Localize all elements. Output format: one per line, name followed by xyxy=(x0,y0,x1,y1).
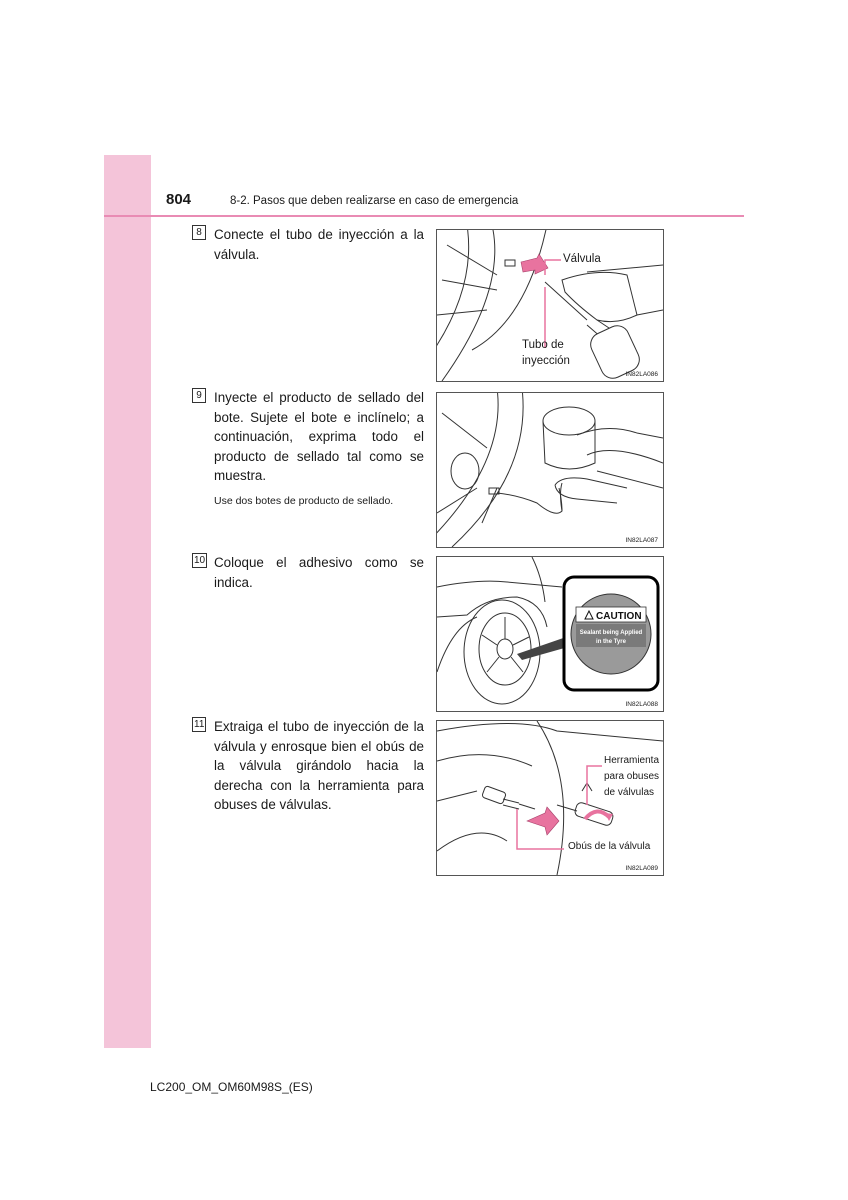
footer-doc-code: LC200_OM_OM60M98S_(ES) xyxy=(150,1080,313,1094)
inject-sealant-illustration xyxy=(437,393,663,547)
figure-code: IN82LA086 xyxy=(625,371,658,378)
figure-connect-tube xyxy=(436,229,664,382)
arrow-icon xyxy=(521,254,548,274)
label-tube-line1: Tubo de xyxy=(522,339,564,351)
step-note: Use dos botes de producto de sellado. xyxy=(214,494,394,507)
step-10 xyxy=(192,553,424,592)
figure-code: IN82LA087 xyxy=(625,537,658,544)
svg-text:in the Tyre: in the Tyre xyxy=(596,639,626,645)
label-tool-line3: de válvulas xyxy=(604,787,655,798)
figure-code: IN82LA088 xyxy=(625,701,658,708)
side-tab xyxy=(104,155,151,1048)
step-number: 8 xyxy=(192,225,206,240)
step-text: Coloque el adhesivo como se indica. xyxy=(214,555,424,590)
figure-sticker xyxy=(436,556,664,712)
header-divider xyxy=(104,215,744,217)
step-9 xyxy=(192,388,424,507)
step-text: Conecte el tubo de inyección a la válvula. xyxy=(214,227,424,262)
step-number: 11 xyxy=(194,719,205,730)
label-valve: Válvula xyxy=(563,253,601,265)
step-8 xyxy=(192,225,424,264)
label-tool-line2: para obuses xyxy=(604,771,660,782)
step-11 xyxy=(192,717,424,815)
label-tube-line2: inyección xyxy=(522,355,570,367)
page-number: 804 xyxy=(166,191,192,208)
figure-valve-core xyxy=(436,720,664,876)
step-number: 10 xyxy=(194,555,206,566)
step-number: 9 xyxy=(192,388,206,403)
figure-code: IN82LA089 xyxy=(625,865,658,872)
section-title: 8-2. Pasos que deben realizarse en caso de emergencia xyxy=(230,195,519,207)
svg-text:Sealant being Applied: Sealant being Applied xyxy=(579,630,643,636)
push-arrow-icon xyxy=(527,807,559,835)
step-text: Extraiga el tubo de inyección de la válvula y enrosque bien el obús de la válvula girándolo hacia la derecha con la herramienta para obuses de válvulas. xyxy=(214,719,424,812)
label-valve-core: Obús de la válvula xyxy=(568,841,651,852)
svg-text:CAUTION: CAUTION xyxy=(596,611,642,622)
figure-inject-sealant xyxy=(436,392,664,548)
sticker-illustration xyxy=(437,557,663,711)
label-tool-line1: Herramienta xyxy=(604,755,660,766)
step-text: Inyecte el producto de sellado del bote. Sujete el bote e inclínelo; a continuación, exprima todo el producto de sellado tal como se muestra. xyxy=(214,390,424,483)
